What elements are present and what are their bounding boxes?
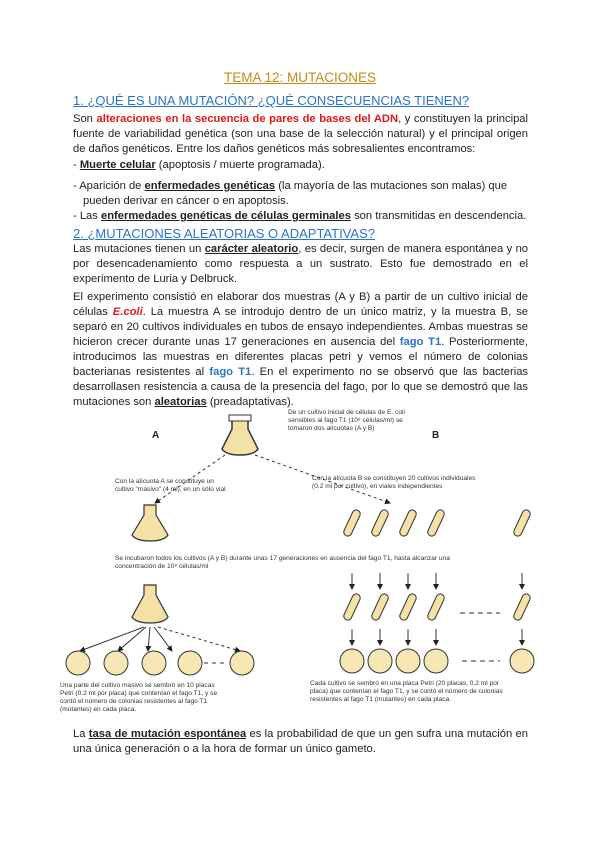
top-note-line-2: sensibles al fago T1 (10⁸ células/ml) se (288, 417, 403, 424)
a-fan-arrows (80, 627, 240, 651)
petri-plates-a (66, 651, 254, 675)
mid-note-line-2: concentración de 10⁸ células/ml (115, 563, 209, 570)
mid-note-line-1: Se incubaron todos los cultivos (A y B) durante unas 17 generaciones en ausencia del fago T1, hasta alcanzar una (115, 555, 450, 562)
bottom-a-line-2: Petri (0.2 ml por placa) que contenían el fago T1, y se (60, 690, 218, 697)
section-1-paragraph: Son alteraciones en la secuencia de pares de bases del ADN, y constituyen la principal fuente de variabilidad genética (son una base de la selección natural) y el principal origen de daños genéticos. Entre los daños genéticos más sobresalientes encontramos: (73, 113, 529, 155)
b-note-line-2: (0.2 ml por cultivo), en viales independientes (312, 483, 443, 490)
bottom-a-line-3: contó el número de colonias resistentes al fago T1 (60, 698, 208, 705)
petri-plates-b (340, 649, 534, 673)
closing-paragraph: La tasa de mutación espontánea es la probabilidad de que un gen sufra una mutación en una única generación o a la hora de formar un único gameto. (73, 728, 528, 755)
b-note-line-1: Con la alícuota B se constituyen 20 cultivos individuales (312, 475, 476, 482)
label-a: A (152, 430, 160, 441)
top-note-line-3: tomaron dos alícuotas (A y B) (288, 425, 375, 432)
bottom-b-line-3: resistentes al fago T1 (mutantes) en cada placa. (310, 696, 451, 703)
bottom-a-line-1: Una parte del cultivo masivo se sembró en 10 placas (60, 682, 215, 689)
bottom-b-line-2: placa) que contenían el fago T1, y se contó el número de colonias (310, 688, 503, 695)
flask-a-icon (132, 505, 168, 541)
flask-a-incubated-icon (132, 585, 168, 623)
section-2-heading: 2. ¿MUTACIONES ALEATORIAS O ADAPTATIVAS? (73, 226, 375, 241)
b-plate-arrows (352, 629, 522, 645)
initial-flask-icon (222, 415, 258, 455)
bullet-germline-diseases: - Las enfermedades genéticas de células germinales son transmitidas en descendencia. (73, 210, 527, 222)
luria-delbruck-diagram (60, 405, 550, 725)
bullet-genetic-diseases: - Aparición de enfermedades genéticas (la mayoría de las mutaciones son malas) que pueden derivar en cáncer o en apoptosis. (73, 180, 508, 207)
b-vertical-arrows (352, 573, 522, 589)
page-title: TEMA 12: MUTACIONES (223, 70, 377, 85)
label-b: B (432, 430, 440, 441)
highlight-dna: alteraciones en la secuencia de pares de bases del ADN (96, 113, 399, 125)
tubes-b-row-1 (342, 509, 531, 538)
section-2-paragraph-1: Las mutaciones tienen un carácter aleatorio, es decir, surgen de manera espontánea y no por desencadenamiento como respuesta a un sustrato. Esto fue demostrado en el experimento de Luria y Delbruck. (73, 243, 529, 285)
top-note-line-1: De un cultivo inicial de células de E. coli (288, 409, 405, 416)
bullet-cell-death: - Muerte celular (apoptosis / muerte programada). (73, 159, 325, 171)
section-1-heading: 1. ¿QUÉ ES UNA MUTACIÓN? ¿QUÉ CONSECUENCIAS TIENEN? (73, 93, 470, 108)
section-2-paragraph-2: El experimento consistió en elaborar dos muestras (A y B) a partir de un cultivo inicial de células E.coli. La muestra A se introdujo dentro de un único matriz, y la muestra B, se separó en 20 cultivos individuales en tubos de ensayo independientes. Ambas muestras se hicieron crecer durante unas 17 generaciones en ausencia del fago T1. Posteriormente, introducimos las muestras en diferentes placas petri y vemos el número de colonias bacterianas resistentes al fago T1. En el experimento no se observó que las bacterias desarrollasen resistencia a causa de la presencia del fago, por lo que se demostró que las mutaciones son aleatorias (preadaptativas). (73, 291, 529, 408)
a-note-line-1: Con la alícuota A se constituye un (115, 478, 214, 485)
bottom-b-line-1: Cada cultivo se sembró en una placa Petri (20 placas, 0.2 ml por (310, 680, 500, 687)
tubes-b-row-2 (342, 593, 531, 622)
a-note-line-2: cultivo "masivo" (4 ml), en un sólo vial (115, 486, 226, 493)
bottom-a-line-4: (mutantes) en cada placa. (60, 706, 137, 713)
